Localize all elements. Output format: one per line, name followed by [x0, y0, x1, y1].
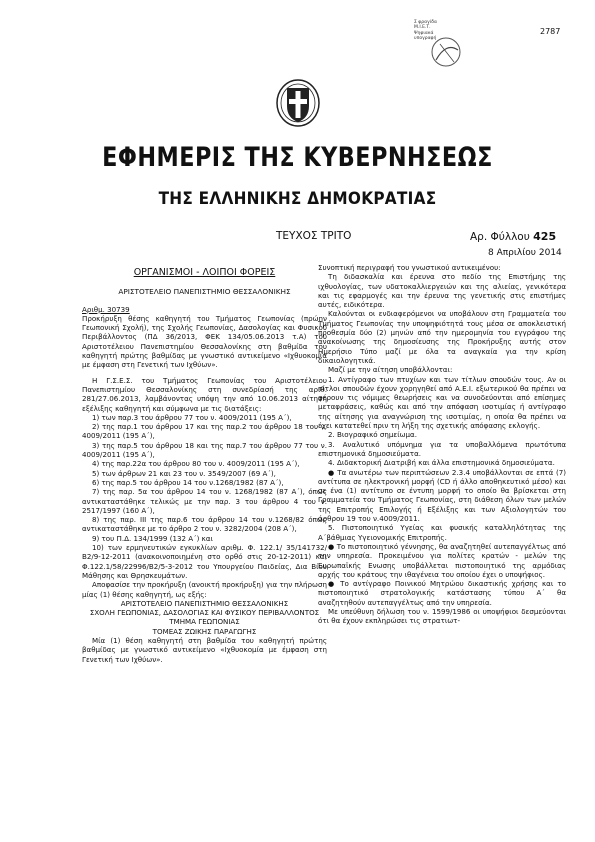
paragraph: Η Γ.Σ.Ε.Σ. του Τμήματος Γεωπονίας του Αριστοτέλειου Πανεπιστημίου Θεσσαλονίκης στη συνεδρίασή της αριθ. 281/27.06.2013, λαμβάνοντας υπόψη την από 10.06.2013 αίτηση εξέλιξης καθηγητή και σύμφωνα με τις διατάξεις: — [82, 375, 327, 413]
document-item: 4. Διδακτορική Διατριβή και άλλα επιστημονικά δημοσιεύματα. — [328, 458, 555, 468]
documents-heading: Μαζί με την αίτηση υποβάλλονται: — [328, 365, 453, 375]
description-heading: Συνοπτική περιγραφή του γνωστικού αντικειμένου: — [318, 263, 501, 272]
list-item: 4) της παρ.22α του άρθρου 80 του ν. 4009/2011 (195 Α΄), — [92, 459, 300, 469]
reference-number: Αριθμ. 30739 — [82, 304, 130, 314]
gazette-title: ΕΦΗΜΕΡΙΣ ΤΗΣ ΚΥΒΕΡΝΗΣΕΩΣ — [102, 142, 493, 173]
department-name: ΤΜΗΜΑ ΓΕΩΠΟΝΙΑΣ — [169, 617, 240, 627]
list-item: 5) των άρθρων 21 και 23 του ν. 3549/2007 (69 Α΄), — [92, 468, 276, 478]
document-item: 5. Πιστοποιητικό Υγείας και φυσικής καταλληλότητας της Α΄βάθμιας Υγειονομικής Επιτροπής. — [318, 523, 566, 542]
document-item: Με υπεύθυνη δήλωση του ν. 1599/1986 οι υποψήφιοι δεσμεύονται ότι θα έχουν εκπληρώσει τις στρατιωτ- — [318, 606, 566, 626]
school-name: ΑΡΙΣΤΟΤΕΛΕΙΟ ΠΑΝΕΠΙΣΤΗΜΙΟ ΘΕΣΣΑΛΟΝΙΚΗΣ ΣΧΟΛΗ ΓΕΩΠΟΝΙΑΣ, ΔΑΣΟΛΟΓΙΑΣ ΚΑΙ ΦΥΣΙΚΟΥ ΠΕΡΙΒΑΛΛΟΝΤΟΣ — [89, 598, 320, 618]
issue-date: 8 Απριλίου 2014 — [488, 248, 562, 258]
list-item: 8) της παρ. ΙΙΙ της παρ.6 του άρθρου 14 του ν.1268/82 όπως αντικαταστάθηκε με το άρθρο 2 του ν. 3282/2004 (208 Α΄), — [82, 515, 327, 534]
document-item: ● Τα ανωτέρω των περιπτώσεων 2.3.4 υποβάλλονται σε επτά (7) αντίτυπα σε ηλεκτρονική μορφή (CD ή άλλο αποθηκευτικό μέσο) και σε ένα (1) αντίτυπο σε έντυπη μορφή το οποίο θα βρίσκεται στη Γραμματεία του Τμήματος Γεωπονίας, στη διάθεση όλων των μελών της Επιτροπής Επιλογής ή Εξέλιξης και των Αξιολογητών του άρθρου 19 του ν.4009/2011. — [318, 467, 566, 524]
document-item: 3. Αναλυτικό υπόμνημα για τα υποβαλλόμενα πρωτότυπα επιστημονικά δημοσιεύματα. — [318, 439, 566, 458]
list-item: 2) της παρ.1 του άρθρου 17 και της παρ.2 του άρθρου 18 του ν. 4009/2011 (195 Α΄), — [82, 422, 327, 441]
list-item: 10) των ερμηνευτικών εγκυκλίων αριθμ. Φ. 122.1/ 35/141732/Β2/9-12-2011 (ανακοινοποιημένη στο ορθό στις 20-12-2011) και Φ.122.1/58/22996/Β2/5-3-2012 του Υπουργείου Παιδείας, Δια Βίου Μάθησης και Θρησκευμάτων. — [82, 543, 327, 580]
sheet-label: Αρ. Φύλλου — [470, 231, 530, 243]
document-item: ● Το πιστοποιητικό γέννησης, θα αναζητηθεί αυτεπαγγέλτως από την υπηρεσία. Προκειμένου για πολίτες κρατών - μελών της Ευρωπαϊκής Ενωσης υποβάλλεται πιστοποιητικό της αρμόδιας αρχής του κράτους την ιθαγένεια του οποίου έχει ο υποψήφιος. — [318, 541, 566, 579]
document-item: ● Το αντίγραφο Ποινικού Μητρώου δικαστικής χρήσης και το πιστοποιητικό στρατολογικής κατάστασης τύπου Α΄ θα αναζητηθούν αυτεπαγγέλτως από την υπηρεσία. — [318, 579, 566, 607]
list-item: 7) της παρ. 5α του άρθρου 14 του ν. 1268/1982 (87 Α΄), όπως αντικαταστάθηκε τελικώς με την παρ. 3 του άρθρου 4 του ν. 2517/1997 (160 Α΄), — [82, 487, 327, 515]
list-item: 3) της παρ.5 του άρθρου 18 και της παρ.7 του άρθρου 77 του ν. 4009/2011 (195 Α΄), — [82, 440, 327, 460]
coat-of-arms-icon — [275, 76, 321, 128]
sheet-number — [470, 230, 556, 243]
invitation-text: Καλούνται οι ενδιαφερόμενοι να υποβάλουν στη Γραμματεία του Τμήματος Γεωπονίας την υποψηφιότητά τους μέσα σε αποκλειστική προθεσμία δύο (2) μηνών από την ημερομηνία του εγγράφου της ανακοίνωσης της δημοσίευσης της Προκήρυξης αυτής στον Ημερήσιο Τύπο μαζί με όλα τα αναγκαία για την κρίση δικαιολογητικά. — [318, 309, 566, 365]
list-item: 1) των παρ.3 του άρθρου 77 του ν. 4009/2011 (195 Α΄), — [92, 412, 292, 422]
document-item: 2. Βιογραφικό σημείωμα. — [328, 430, 417, 440]
document-item: 1. Αντίγραφο των πτυχίων και των τίτλων σπουδών τους. Αν οι τίτλοι σπουδών έχουν χορηγηθεί από Α.Ε.Ι. εξωτερικού θα πρέπει να φέρουν τις νόμιμες θεωρήσεις και να συνοδεύονται από επίσημες μεταφράσεις, καθώς και από την απόφαση ισοτιμίας ή αντίγραφο της αίτησης για αναγνώριση της ισοτιμίας, η οποία θα πρέπει να έχει κατατεθεί πριν τη λήξη της σχετικής απόφασης εκλογής. — [318, 374, 566, 431]
section-heading: ΟΡΓΑΝΙΣΜΟΙ - ΛΟΙΠΟΙ ΦΟΡΕΙΣ — [133, 267, 276, 278]
list-item: 6) της παρ.5 του άρθρου 14 του ν.1268/1982 (87 Α΄), — [92, 477, 284, 487]
gazette-subtitle: ΤΗΣ ΕΛΛΗΝΙΚΗΣ ΔΗΜΟΚΡΑΤΙΑΣ — [158, 189, 437, 209]
list-item: 9) του Π.Δ. 134/1999 (132 Α΄) και — [92, 533, 213, 543]
description-text: Τη διδασκαλία και έρευνα στο πεδίο της Επιστήμης της ιχθυολογίας, των υδατοκαλλιεργειών και της αλιείας, γενικότερα και τις εφαρμογές και την έρευνα της γενετικής στις επιστήμες αυτές, ειδικότερα. — [318, 272, 566, 310]
announcement-intro: Προκήρυξη θέσης καθηγητή του Τμήματος Γεωπονίας (πρώην Γεωπονική Σχολή), της Σχολής Γεωπονίας, Δασολογίας και Φυσικού Περιβάλλοντος (ΠΔ 36/2013, ΦΕΚ 134/05.06.2013 τ.Α) του Αριστοτέλειου Πανεπιστημίου Θεσσαλονίκης στη βαθμίδα του καθηγητή πρώτης βαθμίδας με γνωστικό αντικείμενο «Ιχθυοκομία με έμφαση στη Γενετική των Ιχθύων». — [82, 313, 327, 370]
position-text: Μία (1) θέση καθηγητή στη βαθμίδα του καθηγητή πρώτης βαθμίδας με γνωστικό αντικείμενο «Ιχθυοκομία με έμφαση στη Γενετική των Ιχθύων». — [82, 635, 327, 664]
page-number: 2787 — [540, 27, 561, 36]
right-column — [318, 263, 566, 626]
issue-label: ΤΕΥΧΟΣ ΤΡΙΤΟ — [276, 230, 352, 242]
sheet-value: 425 — [533, 230, 557, 243]
stamp-label: Σ φραγίδα Μ.Ι.Ε.Τ. Ψηφιακά υπογραφή — [414, 20, 437, 42]
sector-name: ΤΟΜΕΑΣ ΖΩΙΚΗΣ ΠΑΡΑΓΩΓΗΣ — [152, 626, 257, 636]
decision-text: Αποφασίσε την προκήρυξη (ανοικτή προκήρυξη) για την πλήρωση μίας (1) θέσης καθηγητή, ως εξής: — [82, 580, 327, 599]
university-heading: ΑΡΙΣΤΟΤΕΛΕΙΟ ΠΑΝΕΠΙΣΤΗΜΙΟ ΘΕΣΣΑΛΟΝΙΚΗΣ — [118, 287, 291, 297]
left-column — [82, 266, 327, 664]
